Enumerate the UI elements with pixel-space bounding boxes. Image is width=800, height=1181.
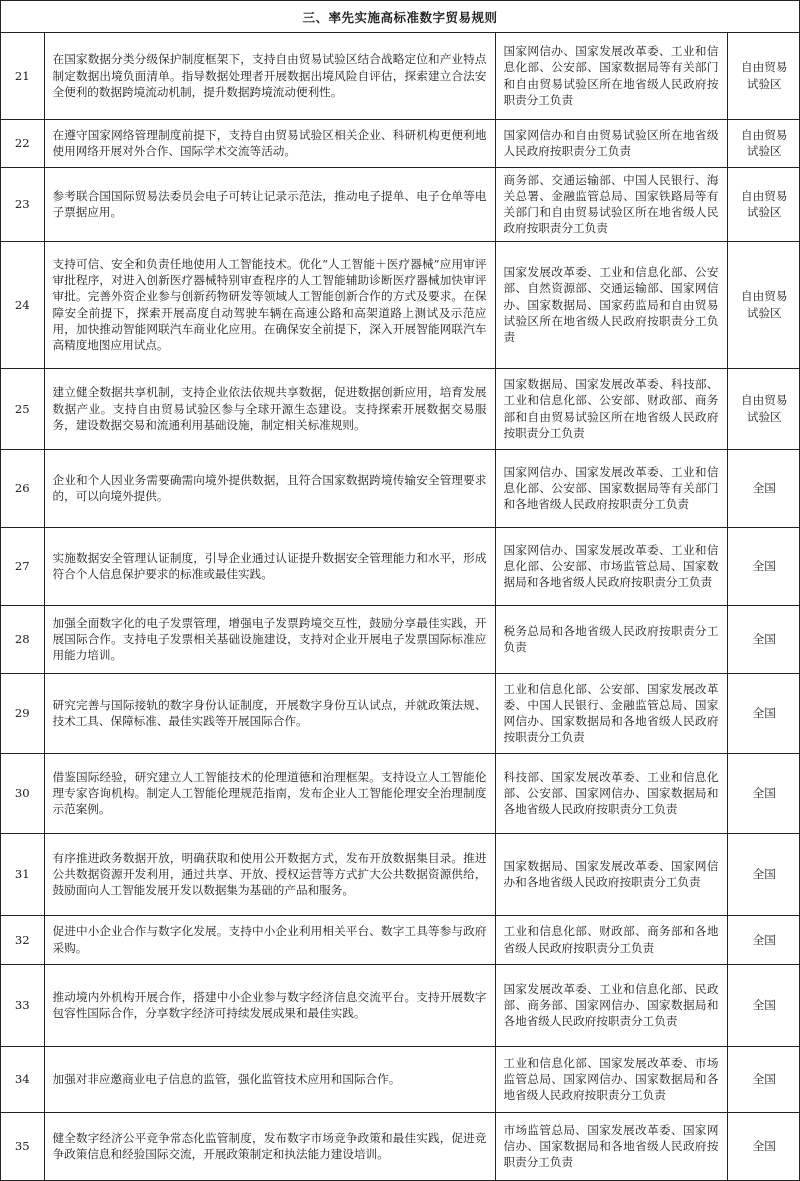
row-number: 23 <box>1 167 44 241</box>
table-row <box>1 1046 800 1112</box>
implementation-scope: 全国 <box>727 964 800 1046</box>
measure-content: 借鉴国际经验，研究建立人工智能技术的伦理道德和治理框架。支持设立人工智能伦理专家咨询机构。制定人工智能伦理规范指南，发布企业人工智能伦理安全治理制度示范案例。 <box>44 753 495 833</box>
table-row <box>1 119 800 167</box>
responsible-departments: 国家发展改革委、工业和信息化部、民政部、商务部、国家网信办、国家数据局和各地省级人民政府按职责分工负责 <box>495 964 727 1046</box>
implementation-scope: 全国 <box>727 833 800 915</box>
implementation-scope: 全国 <box>727 915 800 964</box>
responsible-departments: 国家网信办和自由贸易试验区所在地省级人民政府按职责分工负责 <box>495 119 727 167</box>
policy-table-body <box>1 33 800 1180</box>
row-number: 27 <box>1 527 44 605</box>
measure-content: 加强全面数字化的电子发票管理，增强电子发票跨境交互性，鼓励分享最佳实践，开展国际合作。支持电子发票相关基础设施建设，支持对企业开展电子发票国际标准应用能力培训。 <box>44 605 495 673</box>
table-row <box>1 753 800 833</box>
row-number: 22 <box>1 119 44 167</box>
implementation-scope: 自由贸易试验区 <box>727 167 800 241</box>
row-number: 24 <box>1 241 44 368</box>
measure-content: 建立健全数据共享机制，支持企业依法依规共享数据，促进数据创新应用，培育发展数据产业。支持自由贸易试验区参与全球开源生态建设。支持探索开展数据交易服务，建设数据交易和流通利用基础设施，制定相关标准规则。 <box>44 368 495 449</box>
responsible-departments: 科技部、国家发展改革委、工业和信息化部、公安部、国家网信办、国家数据局和各地省级人民政府按职责分工负责 <box>495 753 727 833</box>
implementation-scope: 自由贸易试验区 <box>727 241 800 368</box>
implementation-scope: 全国 <box>727 753 800 833</box>
responsible-departments: 市场监管总局、国家发展改革委、国家网信办、国家数据局和各地省级人民政府按职责分工负责 <box>495 1112 727 1180</box>
row-number: 32 <box>1 915 44 964</box>
table-row <box>1 33 800 119</box>
responsible-departments: 国家数据局、国家发展改革委、科技部、工业和信息化部、公安部、财政部、商务部和自由贸易试验区所在地省级人民政府按职责分工负责 <box>495 368 727 449</box>
responsible-departments: 国家网信办、国家发展改革委、工业和信息化部、公安部、国家数据局等有关部门和自由贸易试验区所在地省级人民政府按职责分工负责 <box>495 33 727 119</box>
measure-content: 健全数字经济公平竞争常态化监管制度，发布数字市场竞争政策和最佳实践，促进竞争政策信息和经验国际交流，开展政策制定和执法能力建设培训。 <box>44 1112 495 1180</box>
table-row <box>1 1112 800 1180</box>
row-number: 33 <box>1 964 44 1046</box>
row-number: 26 <box>1 449 44 527</box>
row-number: 30 <box>1 753 44 833</box>
row-number: 21 <box>1 33 44 119</box>
measure-content: 研究完善与国际接轨的数字身份认证制度，开展数字身份互认试点，并就政策法规、技术工具、保障标准、最佳实践等开展国际合作。 <box>44 673 495 753</box>
implementation-scope: 全国 <box>727 449 800 527</box>
implementation-scope: 全国 <box>727 1046 800 1112</box>
responsible-departments: 国家网信办、国家发展改革委、工业和信息化部、公安部、市场监管总局、国家数据局和各地省级人民政府按职责分工负责 <box>495 527 727 605</box>
table-row <box>1 673 800 753</box>
table-row <box>1 915 800 964</box>
row-number: 34 <box>1 1046 44 1112</box>
table-row <box>1 449 800 527</box>
section-title: 三、率先实施高标准数字贸易规则 <box>1 0 799 33</box>
responsible-departments: 工业和信息化部、国家发展改革委、市场监管总局、国家网信办、国家数据局和各地省级人民政府按职责分工负责 <box>495 1046 727 1112</box>
row-number: 29 <box>1 673 44 753</box>
measure-content: 支持可信、安全和负责任地使用人工智能技术。优化“人工智能＋医疗器械”应用审评审批程序，对进入创新医疗器械特别审查程序的人工智能辅助诊断医疗器械加快审评审批。完善外资企业参与创新药物研发等领域人工智能创新合作的方式及要求。在保障安全前提下，探索开展高度自动驾驶车辆在高速公路和高架道路上测试及示范应用，加快推动智能网联汽车商业化应用。在确保安全前提下，深入开展智能网联汽车高精度地图应用试点。 <box>44 241 495 368</box>
measure-content: 参考联合国国际贸易法委员会电子可转让记录示范法，推动电子提单、电子仓单等电子票据应用。 <box>44 167 495 241</box>
measure-content: 在遵守国家网络管理制度前提下，支持自由贸易试验区相关企业、科研机构更便利地使用网络开展对外合作、国际学术交流等活动。 <box>44 119 495 167</box>
table-row <box>1 527 800 605</box>
policy-table <box>1 33 800 1181</box>
implementation-scope: 自由贸易试验区 <box>727 119 800 167</box>
table-row <box>1 368 800 449</box>
implementation-scope: 全国 <box>727 673 800 753</box>
measure-content: 企业和个人因业务需要确需向境外提供数据，且符合国家数据跨境传输安全管理要求的，可以向境外提供。 <box>44 449 495 527</box>
measure-content: 有序推进政务数据开放，明确获取和使用公开数据方式，发布开放数据集目录。推进公共数据资源开发利用，通过共享、开放、授权运营等方式扩大公共数据资源供给，鼓励面向人工智能发展开发以数据集为基础的产品和服务。 <box>44 833 495 915</box>
measure-content: 促进中小企业合作与数字化发展。支持中小企业利用相关平台、数字工具等参与政府采购。 <box>44 915 495 964</box>
implementation-scope: 全国 <box>727 605 800 673</box>
row-number: 31 <box>1 833 44 915</box>
responsible-departments: 国家发展改革委、工业和信息化部、公安部、自然资源部、交通运输部、国家网信办、国家数据局、国家药监局和自由贸易试验区所在地省级人民政府按职责分工负责 <box>495 241 727 368</box>
measure-content: 加强对非应邀商业电子信息的监管，强化监管技术应用和国际合作。 <box>44 1046 495 1112</box>
implementation-scope: 自由贸易试验区 <box>727 368 800 449</box>
implementation-scope: 自由贸易试验区 <box>727 33 800 119</box>
row-number: 35 <box>1 1112 44 1180</box>
responsible-departments: 工业和信息化部、财政部、商务部和各地省级人民政府按职责分工负责 <box>495 915 727 964</box>
measure-content: 推动境内外机构开展合作，搭建中小企业参与数字经济信息交流平台。支持开展数字包容性国际合作，分享数字经济可持续发展成果和最佳实践。 <box>44 964 495 1046</box>
table-row <box>1 605 800 673</box>
responsible-departments: 国家网信办、国家发展改革委、工业和信息化部、公安部、国家数据局等有关部门和各地省级人民政府按职责分工负责 <box>495 449 727 527</box>
measure-content: 在国家数据分类分级保护制度框架下，支持自由贸易试验区结合战略定位和产业特点制定数据出境负面清单。指导数据处理者开展数据出境风险自评估，探索建立合法安全便利的数据跨境流动机制，提升数据跨境流动便利性。 <box>44 33 495 119</box>
table-row <box>1 833 800 915</box>
responsible-departments: 国家数据局、国家发展改革委、国家网信办和各地省级人民政府按职责分工负责 <box>495 833 727 915</box>
row-number: 25 <box>1 368 44 449</box>
row-number: 28 <box>1 605 44 673</box>
responsible-departments: 税务总局和各地省级人民政府按职责分工负责 <box>495 605 727 673</box>
measure-content: 实施数据安全管理认证制度，引导企业通过认证提升数据安全管理能力和水平，形成符合个人信息保护要求的标准或最佳实践。 <box>44 527 495 605</box>
implementation-scope: 全国 <box>727 1112 800 1180</box>
responsible-departments: 工业和信息化部、公安部、国家发展改革委、中国人民银行、金融监管总局、国家网信办、国家数据局和各地省级人民政府按职责分工负责 <box>495 673 727 753</box>
responsible-departments: 商务部、交通运输部、中国人民银行、海关总署、金融监管总局、国家铁路局等有关部门和自由贸易试验区所在地省级人民政府按职责分工负责 <box>495 167 727 241</box>
table-row <box>1 964 800 1046</box>
table-row <box>1 167 800 241</box>
implementation-scope: 全国 <box>727 527 800 605</box>
table-row <box>1 241 800 368</box>
